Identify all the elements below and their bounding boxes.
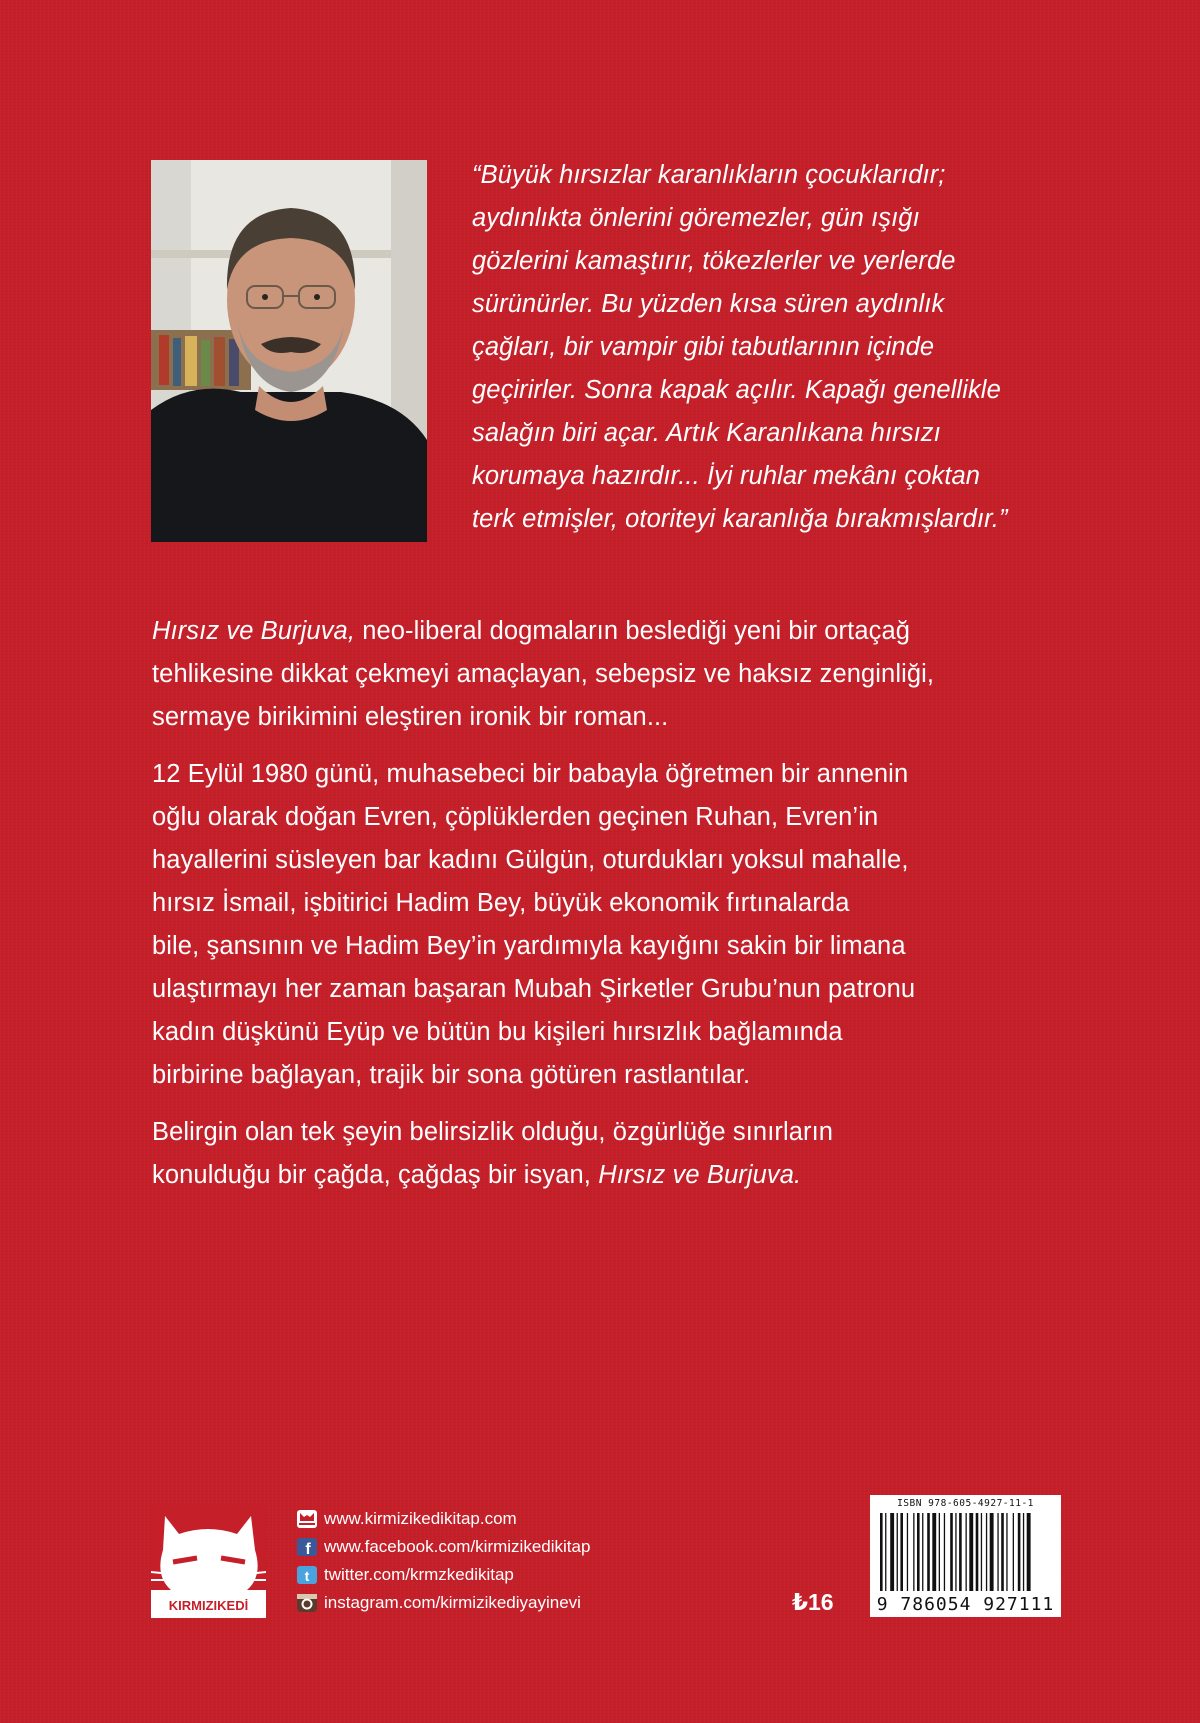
isbn-number: 9 786054 927111 (876, 1594, 1055, 1615)
author-portrait-image (151, 160, 427, 542)
barcode-bar (1023, 1513, 1024, 1591)
author-quote: “Büyük hırsızlar karanlıkların çocuklarıdır; aydınlıkta önlerini göremezler, gün ışığı gözlerini kamaştırır, tökezlerler ve yerlerde sürünürler. Bu yüzden kısa süren aydınlık çağları, bir vampir gibi tabutlarının içinde geçirirler. Sonra kapak açılır. Kapağı genellikle salağın biri açar. Artık Karanlıkana hırsızı korumaya hazırdır... İyi ruhlar mekânı çoktan terk etmişler, otoriteyi karanlığa bırakmışlardır.” (472, 161, 1008, 533)
barcode-bar (976, 1513, 979, 1591)
description-paragraph-1 (152, 610, 1072, 739)
barcode-bar (1013, 1513, 1014, 1591)
barcode-bar (1006, 1513, 1007, 1591)
svg-text:t: t (304, 1568, 310, 1584)
web-icon (296, 1509, 318, 1529)
barcode-bar (885, 1513, 886, 1591)
description-paragraph-3 (152, 1111, 1072, 1197)
barcode-bar (981, 1513, 982, 1591)
publisher-links (296, 1505, 676, 1617)
link-text: twitter.com/krmzkedikitap (324, 1565, 514, 1584)
website-link[interactable] (296, 1505, 676, 1533)
facebook-link[interactable] (296, 1533, 676, 1561)
barcode-bar (897, 1513, 898, 1591)
barcode-bar (990, 1513, 994, 1591)
cat-logo-icon (151, 1506, 266, 1618)
description-text: Belirgin olan tek şeyin belirsizlik olduğu, özgürlüğe sınırların konulduğu bir çağda, çağdaş bir isyan, (152, 1118, 834, 1189)
barcode-bar (907, 1513, 908, 1591)
barcode-bar (900, 1513, 903, 1591)
barcode-bar (986, 1513, 987, 1591)
barcode-bar (1027, 1513, 1031, 1591)
link-text: instagram.com/kirmizikediyayinevi (324, 1593, 581, 1612)
facebook-icon (296, 1537, 318, 1557)
barcode-bar (944, 1513, 945, 1591)
barcode-bar (950, 1513, 953, 1591)
twitter-icon (296, 1565, 318, 1585)
instagram-link[interactable] (296, 1589, 676, 1617)
barcode-bar (922, 1513, 923, 1591)
barcode-bar (913, 1513, 914, 1591)
isbn-label: ISBN 978-605-4927-11-1 (897, 1498, 1034, 1509)
svg-text:f: f (305, 1541, 311, 1557)
book-title-italic: Hırsız ve Burjuva. (598, 1161, 802, 1189)
link-text: www.kirmizikedikitap.com (324, 1509, 517, 1528)
description-text: neo-liberal dogmaların beslediği yeni bir ortaçağ tehlikesine dikkat çekmeyi amaçlayan, sebepsiz ve haksız zenginliği, sermaye birikimini eleştiren ironik bir roman... (152, 617, 935, 731)
barcode-bar (1001, 1513, 1004, 1591)
barcode-bar (939, 1513, 940, 1591)
price-label: ₺16 (792, 1589, 834, 1615)
barcode-bar (997, 1513, 998, 1591)
barcode-bar (955, 1513, 956, 1591)
barcode-bar (966, 1513, 967, 1591)
barcode-bar (959, 1513, 962, 1591)
barcode-bar (1018, 1513, 1021, 1591)
publisher-logo (151, 1506, 266, 1618)
barcode-bar (932, 1513, 936, 1591)
isbn-barcode (870, 1495, 1061, 1617)
publisher-logo-text: KIRMIZIKEDİ (168, 1598, 249, 1613)
barcode-bar (927, 1513, 930, 1591)
link-text: www.facebook.com/kirmizikedikitap (324, 1537, 591, 1556)
barcode-bar (880, 1513, 883, 1591)
instagram-icon (296, 1593, 318, 1613)
barcode-bar (969, 1513, 973, 1591)
twitter-link[interactable] (296, 1561, 676, 1589)
barcode-bar (890, 1513, 894, 1591)
description-paragraph-2: 12 Eylül 1980 günü, muhasebeci bir babayla öğretmen bir annenin oğlu olarak doğan Evren, çöplüklerden geçinen Ruhan, Evren’in hayallerini süsleyen bar kadını Gülgün, oturdukları yoksul mahalle, hırsız İsmail, işbitirici Hadim Bey, büyük ekonomik fırtınalarda bile, şansının ve Hadim Bey’in yardımıyla kayığını sakin bir limana ulaştırmayı her zaman başaran Mubah Şirketler Grubu’nun patronu kadın düşkünü Eyüp ve bütün bu kişileri hırsızlık bağlamında birbirine bağlayan, trajik bir sona götüren rastlantılar. (152, 760, 916, 1089)
author-photo (151, 160, 427, 542)
book-title-italic: Hırsız ve Burjuva, (152, 617, 356, 645)
barcode-bar (917, 1513, 920, 1591)
book-description (152, 610, 1072, 1211)
